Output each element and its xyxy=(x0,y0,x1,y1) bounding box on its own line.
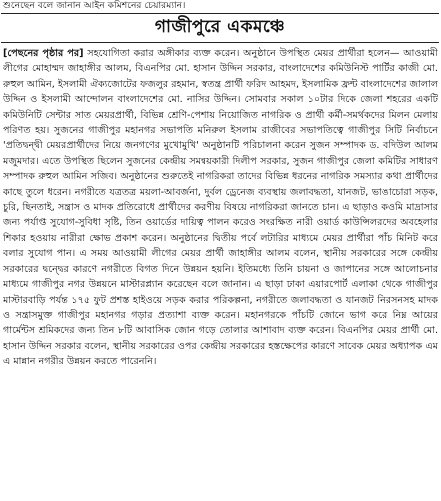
continued-from-label: [পেছনের পৃষ্ঠার পর] xyxy=(3,48,84,59)
article-paragraph xyxy=(3,46,438,370)
headline: গাজীপুরে একমঞ্চে xyxy=(154,17,286,37)
headline-bar xyxy=(1,13,439,43)
previous-article-fragment: শুনেছেন বলে জানান আইন কমিশনের চেয়ারম্যান। xyxy=(3,0,186,11)
article-text: সহযোগিতা করার অঙ্গীকার ব্যক্ত করেন। অনুষ্ঠানে উপস্থিত মেয়র প্রার্থীরা হলেন— আওয়ামী লীগের মোহাম্মদ জাহাঙ্গীর আলম, বিএনপির মো. হাসান উদ্দিন সরকার, বাংলাদেশের কমিউনিস্ট পার্টির কাজী মো. রুহুল আমিন, ইসলামী ঐক্যজোটের ফজলুর রহমান, স্বতন্ত্র প্রার্থী ফরিদ আহমদ, ইসলামিক ফ্রন্ট বাংলাদেশের জালাল উদ্দিন ও ইসলামী আন্দোলন বাংলাদেশের মো. নাসির উদ্দিন। সোমবার সকাল ১০টার দিকে জেলা শহরের একটি কমিউনিটি সেন্টার সাত মেয়রপ্রার্থী, বিভিন্ন শ্রেণি-পেশায় নিয়োজিত নাগরিক ও প্রার্থী কর্মী-সমর্থকদের মিলন মেলায় পরিণত হয়। সুজনের গাজীপুর মহানগর সভাপতি মনিরুল ইসলাম রাজীবের সভাপতিত্বে গাজীপুর সিটি নির্বাচনে 'প্রতিদ্বন্দ্বী মেয়রপ্রার্থীদের নিয়ে জনগণের মুখোমুখি' অনুষ্ঠানটি পরিচালনা করেন সুজন সম্পাদক ড. বদিউল আলম মজুমদার। এতে উপস্থিত ছিলেন সুজনের কেন্দ্রীয় সমন্বয়কারী দিলীপ সরকার, সুজন গাজীপুর জেলা কমিটির সাধারণ সম্পাদক রুহুল আমিন সজিব। অনুষ্ঠানের শুরুতেই নাগরিকরা তাদের বিভিন্ন ধরনের নাগরিক সমস্যার কথা প্রার্থীদের কাছে তুলে ধরেন। নগরীতে যত্রতত্র ময়লা-আবর্জনা, দুর্বল ড্রেনেজ ব্যবস্থায় জলাবদ্ধতা, যানজট, ভাঙাচোরা সড়ক, চুরি, ছিনতাই, সন্ত্রাস ও মাদক প্রতিরোধে প্রার্থীদের করণীয় বিষয়ে নাগরিকরা জানতে চান। এ ছাড়াও কওমি মাদ্রাসার জন্য পর্যাপ্ত সুযোগ-সুবিধা সৃষ্টি, তিন ওয়ার্ডের দায়িত্ব পালন করেও সংরক্ষিত নারী ওয়ার্ড কাউন্সিলরদের অবহেলার শিকার হওয়ায় নারীরা ক্ষোভ প্রকাশ করেন। অনুষ্ঠানের দ্বিতীয় পর্বে লটারির মাধ্যমে মেয়র প্রার্থীরা পাঁচ মিনিট করে বলার সুযোগ পান। এ সময় আওয়ামী লীগের মেয়র প্রার্থী জাহাঙ্গীর আলম বলেন, স্থানীয় সরকারের সঙ্গে কেন্দ্রীয় সরকারের দ্বন্দ্বের কারণে নগরীতে বিগত দিনে উন্নয়ন হয়নি। ইতিমধ্যে তিনি চায়না ও জাপানের সঙ্গে আলোচনার মাধ্যমে গাজীপুর নগর উন্নয়নে মাস্টারপ্ল্যান করেছেন বলে জানান। এ ছাড়া ঢাকা এয়ারপোর্ট এলাকা থেকে গাজীপুর মাস্টারবাড়ি পর্যন্ত ১৭৫ ফুট প্রশস্ত হাইওয়ে সড়ক করার পরিকল্পনা, নগরীতে জলাবদ্ধতা ও যানজট নিরসনসহ মাদক ও সন্ত্রাসমুক্ত গাজীপুর মহানগর গড়ার প্রত্যাশা ব্যক্ত করেন। মহানগরকে পাঁচটি জোনে ভাগ করে নিম্ন আয়ের গার্মেন্টস শ্রমিকদের জন্য তিন ৮টি আবাসিক জোন গড়ে তোলার আশাবাদ ব্যক্ত করেন। বিএনপির মেয়র প্রার্থী মো. হাসান উদ্দিন সরকার বলেন, স্থানীয় সরকারের ওপর কেন্দ্রীয় সরকারের হস্তক্ষেপের কারণে সাবেক মেয়র অধ্যাপক এম এ মান্নান নগরীর উন্নয়ন করতে পারেননি। xyxy=(3,48,438,368)
article-body xyxy=(3,46,438,498)
